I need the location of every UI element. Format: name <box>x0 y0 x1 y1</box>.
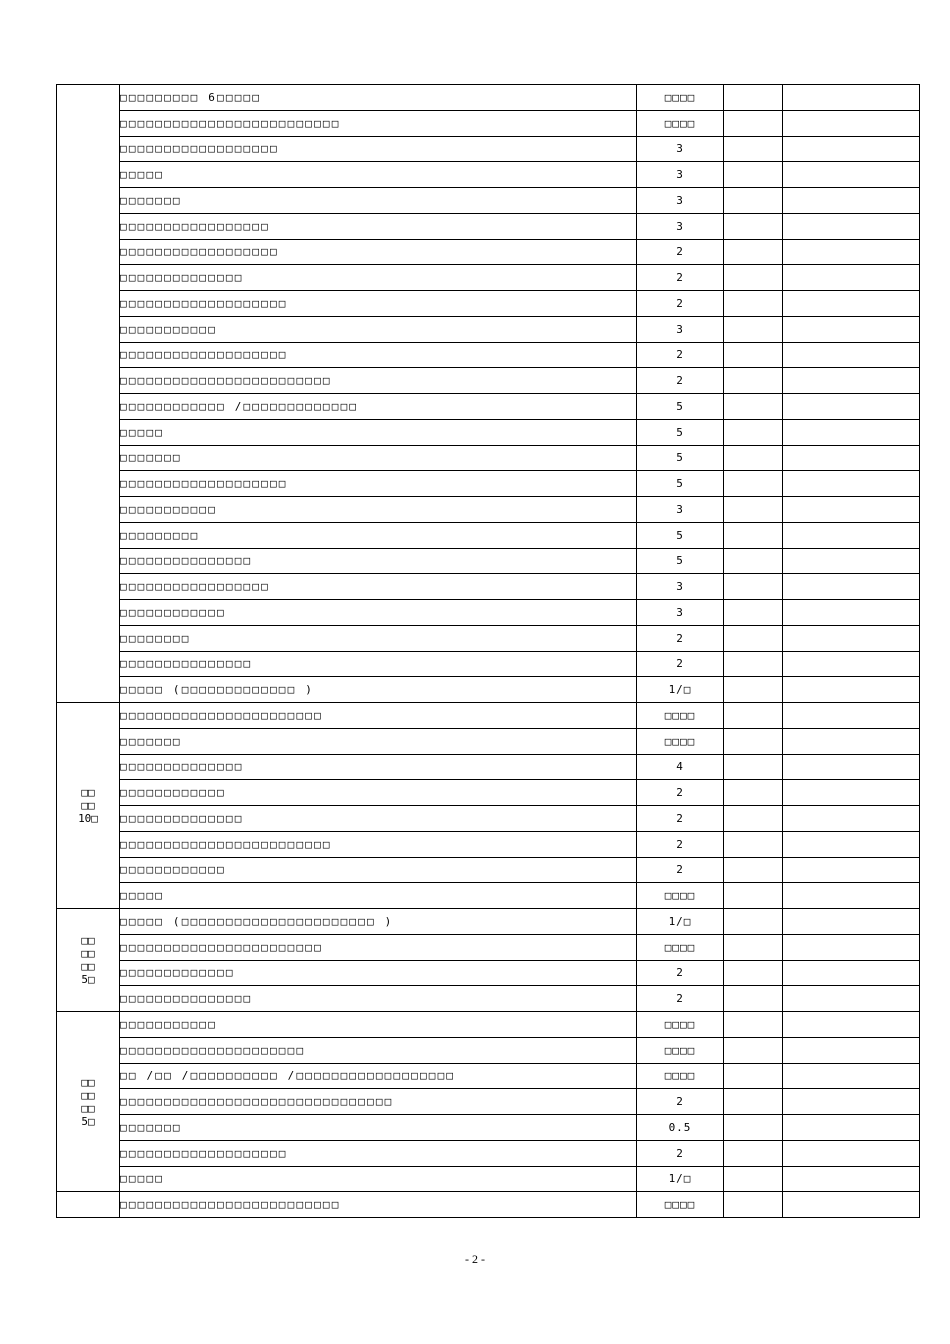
blank-cell <box>783 291 920 317</box>
blank-cell <box>724 368 783 394</box>
blank-cell <box>724 1192 783 1218</box>
table-row <box>57 188 920 214</box>
blank-cell <box>783 368 920 394</box>
table-row <box>57 677 920 703</box>
blank-cell <box>724 394 783 420</box>
category-cell <box>57 909 120 1012</box>
score-cell: 2 <box>637 625 724 651</box>
category-label: □□ <box>81 1101 95 1115</box>
item-text: □□□□□□□□□□□□□□□□□□□□□□□□ <box>120 368 637 394</box>
score-cell: □□□□ <box>637 703 724 729</box>
score-cell: □□□□ <box>637 110 724 136</box>
item-text: □□□□□□□□□□□ <box>120 316 637 342</box>
item-text: □□□□□□□□□□□□□□□□□□□□□□□□□□□□□□□ <box>120 1089 637 1115</box>
blank-cell <box>783 239 920 265</box>
table-row <box>57 625 920 651</box>
score-cell: 2 <box>637 1089 724 1115</box>
blank-cell <box>783 986 920 1012</box>
blank-cell <box>724 651 783 677</box>
score-cell: □□□□ <box>637 883 724 909</box>
table-row <box>57 754 920 780</box>
blank-cell <box>724 1140 783 1166</box>
score-cell: 2 <box>637 342 724 368</box>
item-text: □□□□□ <box>120 883 637 909</box>
item-text: □□□□□ <box>120 419 637 445</box>
score-cell: 5 <box>637 419 724 445</box>
blank-cell <box>783 213 920 239</box>
item-text: □□□□□□□□□□□□□□ <box>120 265 637 291</box>
item-text: □□□□□□□□□□□□ <box>120 600 637 626</box>
blank-cell <box>724 600 783 626</box>
score-cell: 2 <box>637 806 724 832</box>
score-cell: 2 <box>637 651 724 677</box>
item-text: □□□□□□□□□□□□□□□□□ <box>120 213 637 239</box>
blank-cell <box>724 574 783 600</box>
score-cell: 1/□ <box>637 909 724 935</box>
item-text: □□□□□□□□□□□□□□□□□□□□□□□ <box>120 703 637 729</box>
item-text: □□□□□□□□□ 6□□□□□ <box>120 85 637 111</box>
table-row <box>57 909 920 935</box>
blank-cell <box>783 960 920 986</box>
item-text: □□□□□□□□□□□ <box>120 1012 637 1038</box>
score-cell: 5 <box>637 394 724 420</box>
item-text: □□□□□□□□ <box>120 625 637 651</box>
score-cell: 5 <box>637 471 724 497</box>
score-cell: 2 <box>637 831 724 857</box>
blank-cell <box>724 548 783 574</box>
item-text: □□□□□□□□□□□□□□□□□□ <box>120 136 637 162</box>
item-text: □□□□□□□□□□□□□□□□□□□ <box>120 291 637 317</box>
score-cell: □□□□ <box>637 1192 724 1218</box>
blank-cell <box>724 909 783 935</box>
blank-cell <box>724 703 783 729</box>
blank-cell <box>724 857 783 883</box>
blank-cell <box>783 1140 920 1166</box>
score-cell: 2 <box>637 291 724 317</box>
blank-cell <box>724 728 783 754</box>
item-text: □□□□□□□□□□□□□□□ <box>120 548 637 574</box>
score-cell: 5 <box>637 445 724 471</box>
blank-cell <box>783 1192 920 1218</box>
blank-cell <box>783 445 920 471</box>
table-row <box>57 445 920 471</box>
page-number: - 2 - <box>465 1252 485 1266</box>
table-row <box>57 960 920 986</box>
blank-cell <box>724 831 783 857</box>
table-row <box>57 986 920 1012</box>
category-cell <box>57 85 120 703</box>
item-text: □□□□□□□ <box>120 188 637 214</box>
blank-cell <box>783 1115 920 1141</box>
item-text: □□□□□ (□□□□□□□□□□□□□ ) <box>120 677 637 703</box>
category-label: □□ <box>81 934 95 947</box>
score-cell: 2 <box>637 986 724 1012</box>
item-text: □□□□□□□□□□□□□□□ <box>120 651 637 677</box>
table-row <box>57 1166 920 1192</box>
blank-cell <box>783 728 920 754</box>
item-text: □□□□□ (□□□□□□□□□□□□□□□□□□□□□□ ) <box>120 909 637 935</box>
blank-cell <box>783 342 920 368</box>
blank-cell <box>783 1012 920 1038</box>
blank-cell <box>724 213 783 239</box>
score-cell: 3 <box>637 162 724 188</box>
score-cell: 2 <box>637 265 724 291</box>
blank-cell <box>783 1089 920 1115</box>
item-text: □□□□□□□□□ <box>120 522 637 548</box>
blank-cell <box>783 831 920 857</box>
table-row <box>57 1012 920 1038</box>
item-text: □□ /□□ /□□□□□□□□□□ /□□□□□□□□□□□□□□□□□□ <box>120 1063 637 1089</box>
table-row <box>57 1192 920 1218</box>
category-label: □□ <box>81 799 95 812</box>
table-row <box>57 1089 920 1115</box>
blank-cell <box>783 188 920 214</box>
score-cell: 5 <box>637 548 724 574</box>
blank-cell <box>724 883 783 909</box>
blank-cell <box>783 600 920 626</box>
item-text: □□□□□□□□□□□□□□□□□□ <box>120 239 637 265</box>
score-cell: 5 <box>637 522 724 548</box>
blank-cell <box>724 497 783 523</box>
score-cell: 3 <box>637 600 724 626</box>
category-label: 10□ <box>78 812 98 825</box>
item-text: □□□□□□□□□□□□ <box>120 780 637 806</box>
score-cell: □□□□ <box>637 934 724 960</box>
score-cell: 2 <box>637 857 724 883</box>
blank-cell <box>724 291 783 317</box>
blank-cell <box>783 548 920 574</box>
item-text: □□□□□□□□□□□□□□□□□□□□□□□ <box>120 934 637 960</box>
blank-cell <box>783 1063 920 1089</box>
score-cell: 3 <box>637 213 724 239</box>
blank-cell <box>783 574 920 600</box>
table-row <box>57 291 920 317</box>
score-cell: 2 <box>637 780 724 806</box>
table-row <box>57 162 920 188</box>
table-row <box>57 136 920 162</box>
blank-cell <box>783 754 920 780</box>
score-cell: 1/□ <box>637 1166 724 1192</box>
table-row <box>57 342 920 368</box>
table-row <box>57 548 920 574</box>
score-cell: 3 <box>637 136 724 162</box>
item-text: □□□□□□□□□□□□□□□□□□□ <box>120 342 637 368</box>
blank-cell <box>724 1089 783 1115</box>
item-text: □□□□□□□□□□□□□□□□□□□ <box>120 471 637 497</box>
blank-cell <box>724 934 783 960</box>
blank-cell <box>724 265 783 291</box>
table-row <box>57 780 920 806</box>
blank-cell <box>783 934 920 960</box>
category-label: □□ <box>81 960 95 973</box>
item-text: □□□□□□□□□□□□□□□□□□□ <box>120 1140 637 1166</box>
table-row <box>57 1037 920 1063</box>
item-text: □□□□□□□ <box>120 445 637 471</box>
score-cell: □□□□ <box>637 728 724 754</box>
blank-cell <box>783 419 920 445</box>
table-row <box>57 883 920 909</box>
category-label: □□ <box>81 1075 95 1089</box>
table-row <box>57 368 920 394</box>
table-row <box>57 651 920 677</box>
blank-cell <box>724 1063 783 1089</box>
blank-cell <box>724 986 783 1012</box>
blank-cell <box>783 85 920 111</box>
blank-cell <box>783 651 920 677</box>
blank-cell <box>724 471 783 497</box>
score-cell: 2 <box>637 1140 724 1166</box>
item-text: □□□□□□□□□□□□ <box>120 857 637 883</box>
blank-cell <box>783 677 920 703</box>
score-cell: 2 <box>637 239 724 265</box>
category-cell <box>57 1012 120 1192</box>
table-row <box>57 110 920 136</box>
table-row <box>57 394 920 420</box>
item-text: □□□□□□□ <box>120 1115 637 1141</box>
blank-cell <box>783 1166 920 1192</box>
blank-cell <box>724 1037 783 1063</box>
blank-cell <box>724 162 783 188</box>
table-row <box>57 1140 920 1166</box>
scoring-table <box>56 84 920 1218</box>
item-text: □□□□□□□□□□□□□ <box>120 960 637 986</box>
category-label: □□ <box>81 947 95 960</box>
blank-cell <box>783 909 920 935</box>
blank-cell <box>724 960 783 986</box>
category-label: 5□ <box>81 973 95 986</box>
blank-cell <box>724 316 783 342</box>
item-text: □□□□□□□□□□□□□□ <box>120 806 637 832</box>
table-row <box>57 857 920 883</box>
blank-cell <box>783 471 920 497</box>
blank-cell <box>724 754 783 780</box>
score-cell: 3 <box>637 574 724 600</box>
score-cell: 2 <box>637 960 724 986</box>
blank-cell <box>724 342 783 368</box>
score-cell: 2 <box>637 368 724 394</box>
score-cell: □□□□ <box>637 1037 724 1063</box>
score-cell: 3 <box>637 188 724 214</box>
score-cell: 0.5 <box>637 1115 724 1141</box>
item-text: □□□□□□□ <box>120 728 637 754</box>
category-cell <box>57 703 120 909</box>
blank-cell <box>783 162 920 188</box>
table-row <box>57 239 920 265</box>
table-row <box>57 522 920 548</box>
score-cell: 1/□ <box>637 677 724 703</box>
blank-cell <box>724 806 783 832</box>
score-cell: 4 <box>637 754 724 780</box>
table-row <box>57 1115 920 1141</box>
table-row <box>57 1063 920 1089</box>
item-text: □□□□□□□□□□□ <box>120 497 637 523</box>
blank-cell <box>724 188 783 214</box>
blank-cell <box>783 522 920 548</box>
table-row <box>57 497 920 523</box>
item-text: □□□□□□□□□□□□□□□□□□□□□□□□□ <box>120 110 637 136</box>
table-row <box>57 574 920 600</box>
item-text: □□□□□□□□□□□□□□ <box>120 754 637 780</box>
blank-cell <box>783 497 920 523</box>
table-row <box>57 265 920 291</box>
blank-cell <box>783 806 920 832</box>
blank-cell <box>783 1037 920 1063</box>
category-label: 5□ <box>81 1114 95 1128</box>
item-text: □□□□□□□□□□□□□□□□□□□□□ <box>120 1037 637 1063</box>
blank-cell <box>724 85 783 111</box>
blank-cell <box>783 316 920 342</box>
category-label: □□ <box>81 786 95 799</box>
category-label: □□ <box>81 1088 95 1102</box>
table-row <box>57 213 920 239</box>
blank-cell <box>783 625 920 651</box>
blank-cell <box>724 677 783 703</box>
blank-cell <box>724 110 783 136</box>
blank-cell <box>783 780 920 806</box>
blank-cell <box>724 1012 783 1038</box>
blank-cell <box>783 857 920 883</box>
blank-cell <box>783 883 920 909</box>
table-row <box>57 419 920 445</box>
score-cell: □□□□ <box>637 1012 724 1038</box>
item-text: □□□□□□□□□□□□□□□□□□□□□□□□□ <box>120 1192 637 1218</box>
blank-cell <box>724 625 783 651</box>
blank-cell <box>724 1166 783 1192</box>
blank-cell <box>724 780 783 806</box>
blank-cell <box>724 239 783 265</box>
score-cell: □□□□ <box>637 1063 724 1089</box>
table-row <box>57 316 920 342</box>
table-row <box>57 934 920 960</box>
score-cell: □□□□ <box>637 85 724 111</box>
table-row <box>57 600 920 626</box>
table-row <box>57 471 920 497</box>
table-row <box>57 703 920 729</box>
item-text: □□□□□□□□□□□□□□□□□ <box>120 574 637 600</box>
blank-cell <box>724 419 783 445</box>
category-cell <box>57 1192 120 1218</box>
blank-cell <box>783 394 920 420</box>
blank-cell <box>724 1115 783 1141</box>
table-row <box>57 728 920 754</box>
blank-cell <box>724 136 783 162</box>
blank-cell <box>783 703 920 729</box>
item-text: □□□□□□□□□□□□□□□ <box>120 986 637 1012</box>
item-text: □□□□□ <box>120 162 637 188</box>
table-row <box>57 85 920 111</box>
item-text: □□□□□□□□□□□□ /□□□□□□□□□□□□□ <box>120 394 637 420</box>
blank-cell <box>783 136 920 162</box>
score-cell: 3 <box>637 497 724 523</box>
item-text: □□□□□ <box>120 1166 637 1192</box>
blank-cell <box>724 445 783 471</box>
blank-cell <box>783 265 920 291</box>
item-text: □□□□□□□□□□□□□□□□□□□□□□□□ <box>120 831 637 857</box>
blank-cell <box>783 110 920 136</box>
table-row <box>57 806 920 832</box>
score-cell: 3 <box>637 316 724 342</box>
blank-cell <box>724 522 783 548</box>
table-row <box>57 831 920 857</box>
